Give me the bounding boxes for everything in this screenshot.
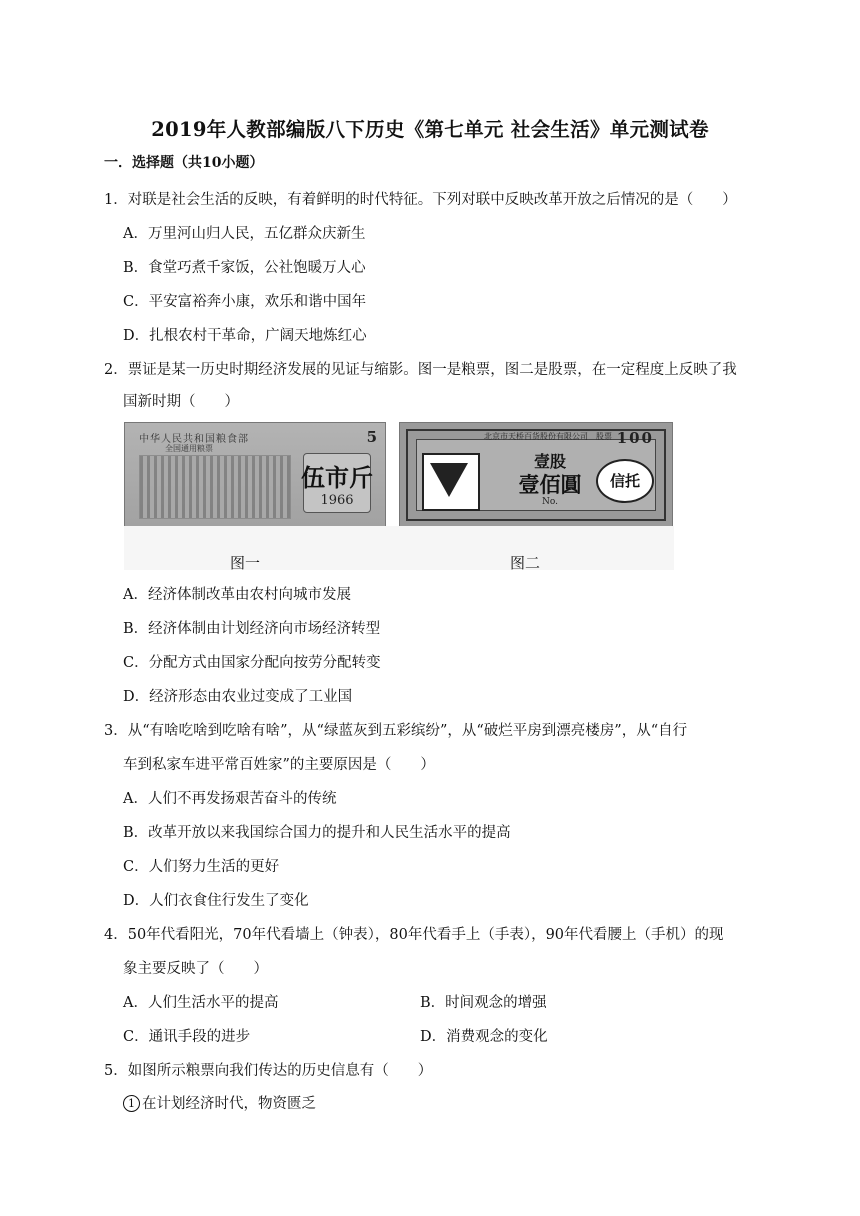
- question-3-stem-line-1: 3．从“有啥吃啥到吃啥有啥”，从“绿蓝灰到五彩缤纷”，从“破烂平房到漂亮楼房”，从“自行: [104, 723, 688, 739]
- question-5-item-1-text: 在计划经济时代，物资匮乏: [142, 1096, 316, 1112]
- question-5-stem: 5．如图所示粮票向我们传达的历史信息有（ ）: [104, 1063, 433, 1079]
- question-2-option-a: A．经济体制改革由农村向城市发展: [123, 587, 351, 603]
- question-5-item-1: [123, 1092, 316, 1113]
- figure-2-caption: 图二: [510, 554, 541, 572]
- question-4-stem-line-1: 4．50年代看阳光，70年代看墙上（钟表），80年代看手上（手表），90年代看腰上（手机）的现: [104, 927, 724, 943]
- question-3-option-a: A．人们不再发扬艰苦奋斗的传统: [123, 791, 337, 807]
- ticket-header: 中华人民共和国粮食部: [139, 434, 249, 445]
- ticket-illustration: [139, 455, 291, 519]
- certificate-value: 壹佰圓: [518, 472, 582, 497]
- question-3-option-d: D．人们衣食住行发生了变化: [123, 893, 309, 909]
- stock-certificate-image: [399, 422, 673, 528]
- question-4-option-d: D．消费观念的变化: [420, 1029, 548, 1045]
- question-1-option-b: B．食堂巧煮千家饭，公社饱暖万人心: [123, 260, 366, 276]
- section-heading: 一．选择题（共10小题）: [104, 155, 264, 171]
- ticket-denomination: 伍市斤: [301, 463, 373, 492]
- question-2-stem-line-2: 国新时期（ ）: [123, 394, 239, 410]
- question-2-option-c: C．分配方式由国家分配向按劳分配转变: [123, 655, 381, 671]
- certificate-shares: 壹股: [533, 452, 566, 471]
- certificate-logo-triangle-icon: [430, 463, 468, 497]
- ticket-year: 1966: [320, 493, 354, 508]
- certificate-seal: 信托: [596, 459, 654, 503]
- ticket-corner-number: 5: [366, 428, 377, 446]
- question-1-stem: 1．对联是社会生活的反映，有着鲜明的时代特征。下列对联中反映改革开放之后情况的是（ ）: [104, 192, 737, 208]
- page-title: 2019年人教部编版八下历史《第七单元 社会生活》单元测试卷: [151, 118, 709, 141]
- question-4-option-c: C．通讯手段的进步: [123, 1029, 251, 1045]
- question-3-stem-line-2: 车到私家车进平常百姓家”的主要原因是（ ）: [123, 757, 435, 773]
- question-3-option-b: B．改革开放以来我国综合国力的提升和人民生活水平的提高: [123, 825, 511, 841]
- grain-ticket-image: [124, 422, 386, 528]
- question-2-option-b: B．经济体制由计划经济向市场经济转型: [123, 621, 381, 637]
- question-4-option-b: B．时间观念的增强: [420, 995, 547, 1011]
- question-1-option-c: C．平安富裕奔小康，欢乐和谐中国年: [123, 294, 367, 310]
- question-4-option-a: A．人们生活水平的提高: [123, 995, 279, 1011]
- certificate-serial: No.: [542, 497, 558, 507]
- question-2-option-d: D．经济形态由农业过变成了工业国: [123, 689, 353, 705]
- question-4-stem-line-2: 象主要反映了（ ）: [123, 961, 268, 977]
- figure-1-caption: 图一: [230, 554, 261, 572]
- ticket-subheader: 全国通用粮票: [165, 444, 213, 453]
- question-1-option-a: A．万里河山归人民，五亿群众庆新生: [123, 226, 366, 242]
- certificate-header: 北京市天桥百货股份有限公司 股票: [484, 432, 612, 441]
- question-2-stem-line-1: 2．票证是某一历史时期经济发展的见证与缩影。图一是粮票，图二是股票，在一定程度上反映了我: [104, 362, 737, 378]
- question-1-option-d: D．扎根农村干革命，广阔天地炼红心: [123, 328, 367, 344]
- question-3-option-c: C．人们努力生活的更好: [123, 859, 280, 875]
- certificate-corner-number: 100: [616, 429, 654, 447]
- figure-caption-strip: [124, 526, 674, 570]
- circled-number-1: 1: [123, 1095, 140, 1112]
